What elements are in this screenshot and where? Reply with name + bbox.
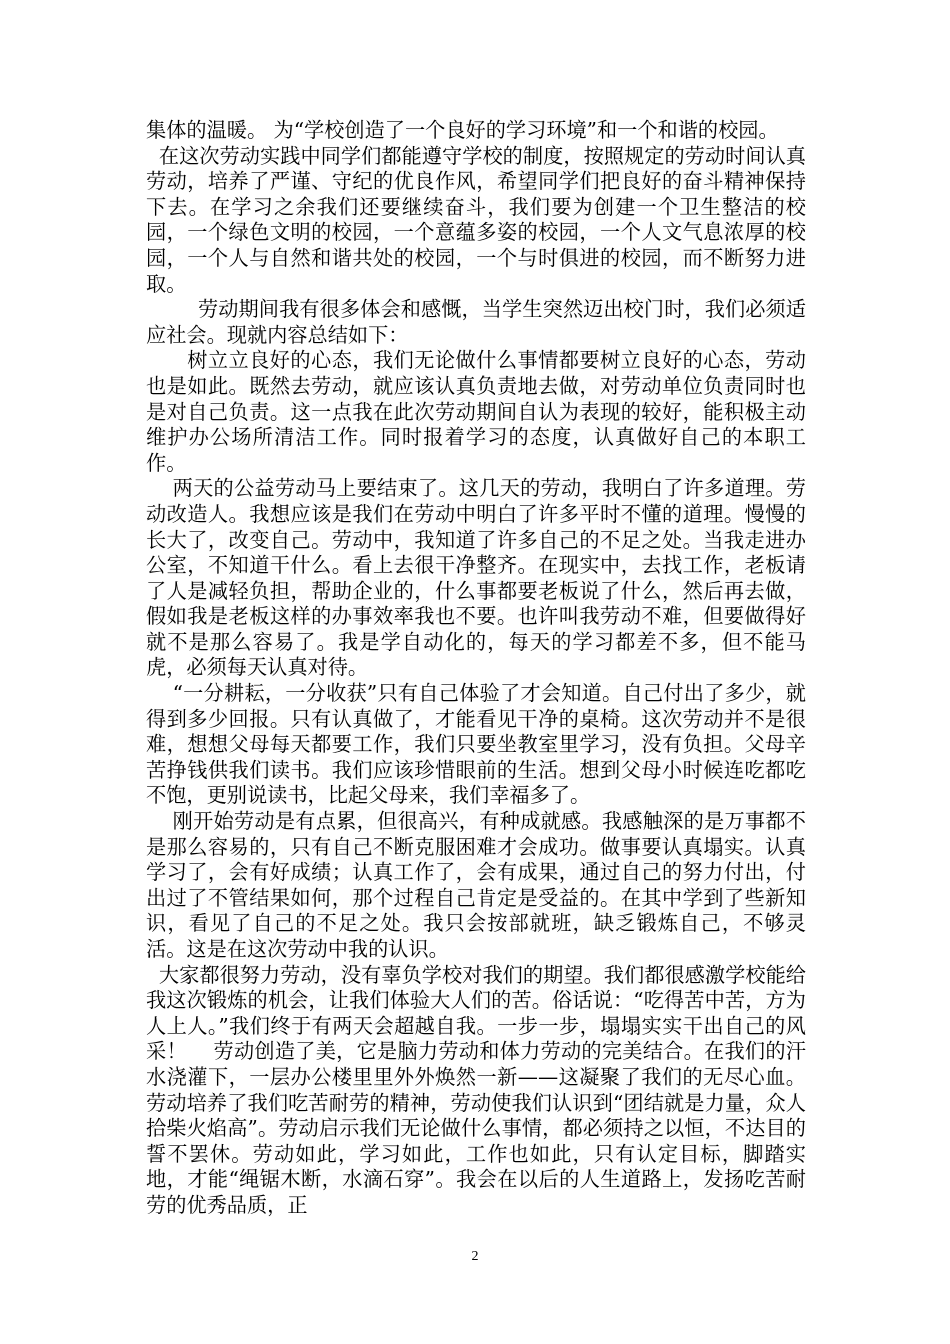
paragraph-2: 在这次劳动实践中同学们都能遵守学校的制度，按照规定的劳动时间认真劳动，培养了严谨、守纪的优良作风，希望同学们把良好的奋斗精神保持下去。在学习之余我们还要继续奋斗，我们要为创建一个卫生整洁的校园，一个绿色文明的校园，一个意蕴多姿的校园，一个人文气息浓厚的校园，一个人与自然和谐共处的校园，一个与时俱进的校园，而不断努力进取。 bbox=[146, 143, 806, 296]
paragraph-3: 劳动期间我有很多体会和感慨，当学生突然迈出校门时，我们必须适应社会。现就内容总结如下： bbox=[146, 297, 806, 347]
paragraph-5: 两天的公益劳动马上要结束了。这几天的劳动，我明白了许多道理。劳动改造人。我想应该是我们在劳动中明白了许多平时不懂的道理。慢慢的长大了，改变自己。劳动中，我知道了许多自己的不足之处。当我走进办公室，不知道干什么。看上去很干净整齐。在现实中，去找工作，老板请了人是减轻负担，帮助企业的，什么事都要老板说了什么，然后再去做，假如我是老板这样的办事效率我也不要。也许叫我劳动不难，但要做得好就不是那么容易了。我是学自动化的，每天的学习都差不多，但不能马虎，必须每天认真对待。 bbox=[146, 476, 806, 680]
body-text bbox=[146, 118, 832, 1219]
paragraph-8: 大家都很努力劳动，没有辜负学校对我们的期望。我们都很感激学校能给我这次锻炼的机会，让我们体验大人们的苦。俗话说：“吃得苦中苦，方为人上人。”我们终于有两天会超越自我。一步一步，塌塌实实干出自己的风采！ 劳动创造了美，它是脑力劳动和体力劳动的完美结合。在我们的汗水浇灌下，一层办公楼里里外外焕然一新——这凝聚了我们的无尽心血。 劳动培养了我们吃苦耐劳的精神，劳动使我们认识到“团结就是力量，众人拾柴火焰高”。劳动启示我们无论做什么事情，都必须持之以恒，不达目的誓不罢休。劳动如此，学习如此，工作也如此，只有认定目标，脚踏实地，才能“绳锯木断，水滴石穿”。我会在以后的人生道路上，发扬吃苦耐劳的优秀品质，正 bbox=[146, 962, 832, 1217]
paragraph-1: 集体的温暖。 为“学校创造了一个良好的学习环境”和一个和谐的校园。 bbox=[146, 118, 779, 142]
paragraph-6: “一分耕耘，一分收获”只有自己体验了才会知道。自己付出了多少，就得到多少回报。只有认真做了，才能看见干净的桌椅。这次劳动并不是很难，想想父母每天都要工作，我们只要坐教室里学习，没有负担。父母辛苦挣钱供我们读书。我们应该珍惜眼前的生活。想到父母小时候连吃都吃不饱，更别说读书，比起父母来，我们幸福多了。 bbox=[146, 681, 806, 808]
page-number: 2 bbox=[471, 1249, 479, 1264]
paragraph-7: 刚开始劳动是有点累，但很高兴，有种成就感。我感触深的是万事都不是那么容易的，只有自己不断克服困难才会成功。做事要认真塌实。认真学习了，会有好成绩；认真工作了，会有成果，通过自己的努力付出，付出过了不管结果如何，那个过程自己肯定是受益的。在其中学到了些新知识，看见了自己的不足之处。我只会按部就班，缺乏锻炼自己，不够灵活。这是在这次劳动中我的认识。 bbox=[146, 809, 806, 961]
paragraph-4: 树立立良好的心态，我们无论做什么事情都要树立良好的心态，劳动也是如此。既然去劳动，就应该认真负责地去做，对劳动单位负责同时也是对自己负责。这一点我在此次劳动期间自认为表现的较好，能积极主动维护办公场所清洁工作。同时报着学习的态度，认真做好自己的本职工作。 bbox=[146, 348, 806, 475]
